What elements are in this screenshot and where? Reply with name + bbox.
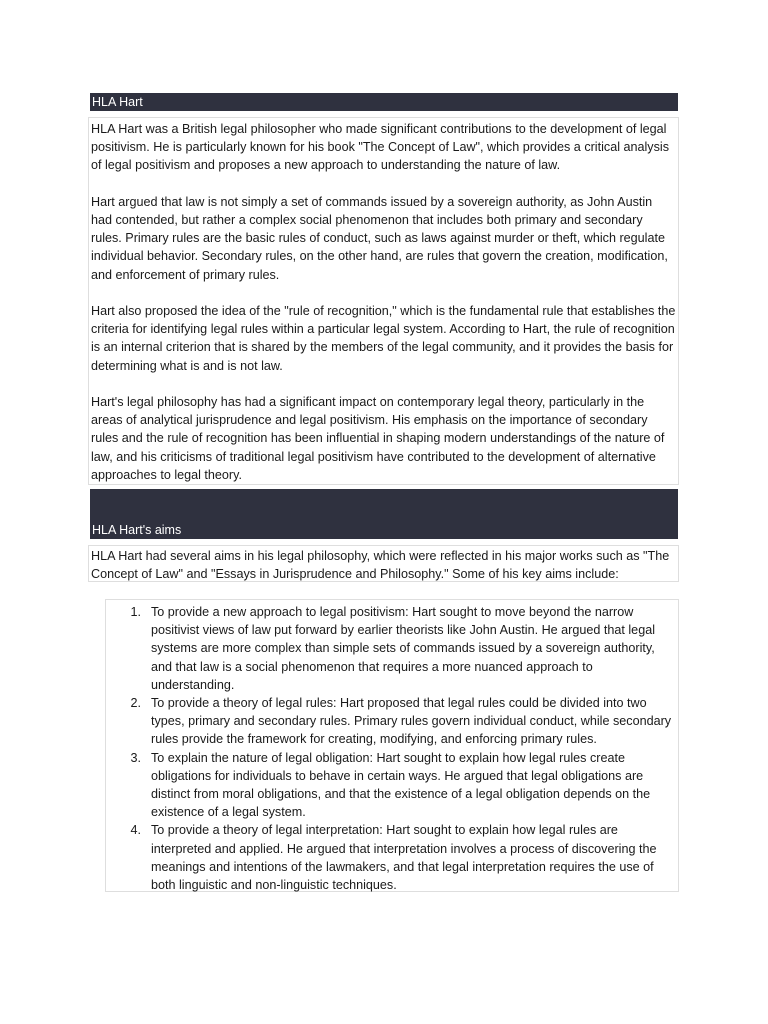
list-item-text: To provide a theory of legal interpretation: Hart sought to explain how legal rules are interpreted and applied. He argued that interpretation involves a process of discovering the meanings and intentions of the lawmakers, and that legal interpretation requires the use of both linguistic and non-linguistic techniques.: [151, 823, 657, 893]
list-item: [112, 749, 674, 822]
list-item-number: 3.: [130, 750, 141, 765]
intro-paragraph: HLA Hart had several aims in his legal philosophy, which were reflected in his major works such as "The Concept of Law" and "Essays in Jurisprudence and Philosophy." Some of his key aims include:: [91, 549, 670, 582]
paragraph: Hart also proposed the idea of the "rule of recognition," which is the fundamental rule that establishes the criteria for identifying legal rules within a particular legal system. According to Hart, the rule of recognition is an internal criterion that is shared by the members of the legal community, and it provides the basis for determining what is and is not law.: [91, 304, 676, 373]
list-item-number: 1.: [130, 605, 141, 619]
list-item: [112, 821, 674, 894]
list-item: [112, 694, 674, 749]
paragraph: Hart argued that law is not simply a set of commands issued by a sovereign authority, as John Austin had contended, but rather a complex social phenomenon that includes both primary and secondary rules. Primary rules are the basic rules of conduct, such as laws against murder or theft, which regulate individual behavior. Secondary rules, on the other hand, are rules that govern the creation, modification, and enforcement of primary rules.: [91, 194, 668, 282]
section-heading-hla-harts-aims: [90, 489, 678, 539]
paragraph: HLA Hart was a British legal philosopher who made significant contributions to the development of legal positivism. He is particularly known for his book "The Concept of Law", which provides a critical analysis of legal positivism and proposes a new approach to understanding the nature of law.: [91, 122, 669, 173]
aims-list: [112, 603, 674, 894]
list-item-number: 4.: [130, 823, 141, 838]
list-item-text: To provide a theory of legal rules: Hart proposed that legal rules could be divided into two types, primary and secondary rules. Primary rules govern individual conduct, while secondary rules provide the framework for creating, modifying, and enforcing primary rules.: [151, 696, 672, 747]
section-heading-text: HLA Hart's aims: [92, 523, 182, 537]
paragraph: Hart's legal philosophy has had a significant impact on contemporary legal theory, particularly in the areas of analytical jurisprudence and legal positivism. His emphasis on the importance of secondary rules and the rule of recognition has been influential in shaping modern understandings of the nature of law, and his criticisms of traditional legal positivism have contributed to the development of alternative approaches to legal theory.: [91, 395, 665, 482]
aims-list-box: [105, 599, 679, 892]
list-item-text: To explain the nature of legal obligation: Hart sought to explain how legal rules create obligations for individuals to behave in certain ways. He argued that legal obligations are distinct from moral obligations, and that the existence of a legal obligation depends on the existence of a legal system.: [151, 750, 651, 820]
section-heading-text: HLA Hart: [92, 95, 143, 109]
list-item-text: To provide a new approach to legal positivism: Hart sought to move beyond the narrow positivist views of law put forward by earlier theorists like John Austin. He argued that legal systems are more complex than simple sets of commands issued by a sovereign authority, and that law is a social phenomenon that requires a more nuanced approach to understanding.: [151, 605, 655, 692]
hla-hart-overview-box: [88, 117, 679, 485]
list-item-number: 2.: [130, 696, 141, 711]
list-item: [112, 603, 674, 694]
section-heading-hla-hart: [90, 93, 678, 111]
aims-intro-box: [88, 545, 679, 582]
